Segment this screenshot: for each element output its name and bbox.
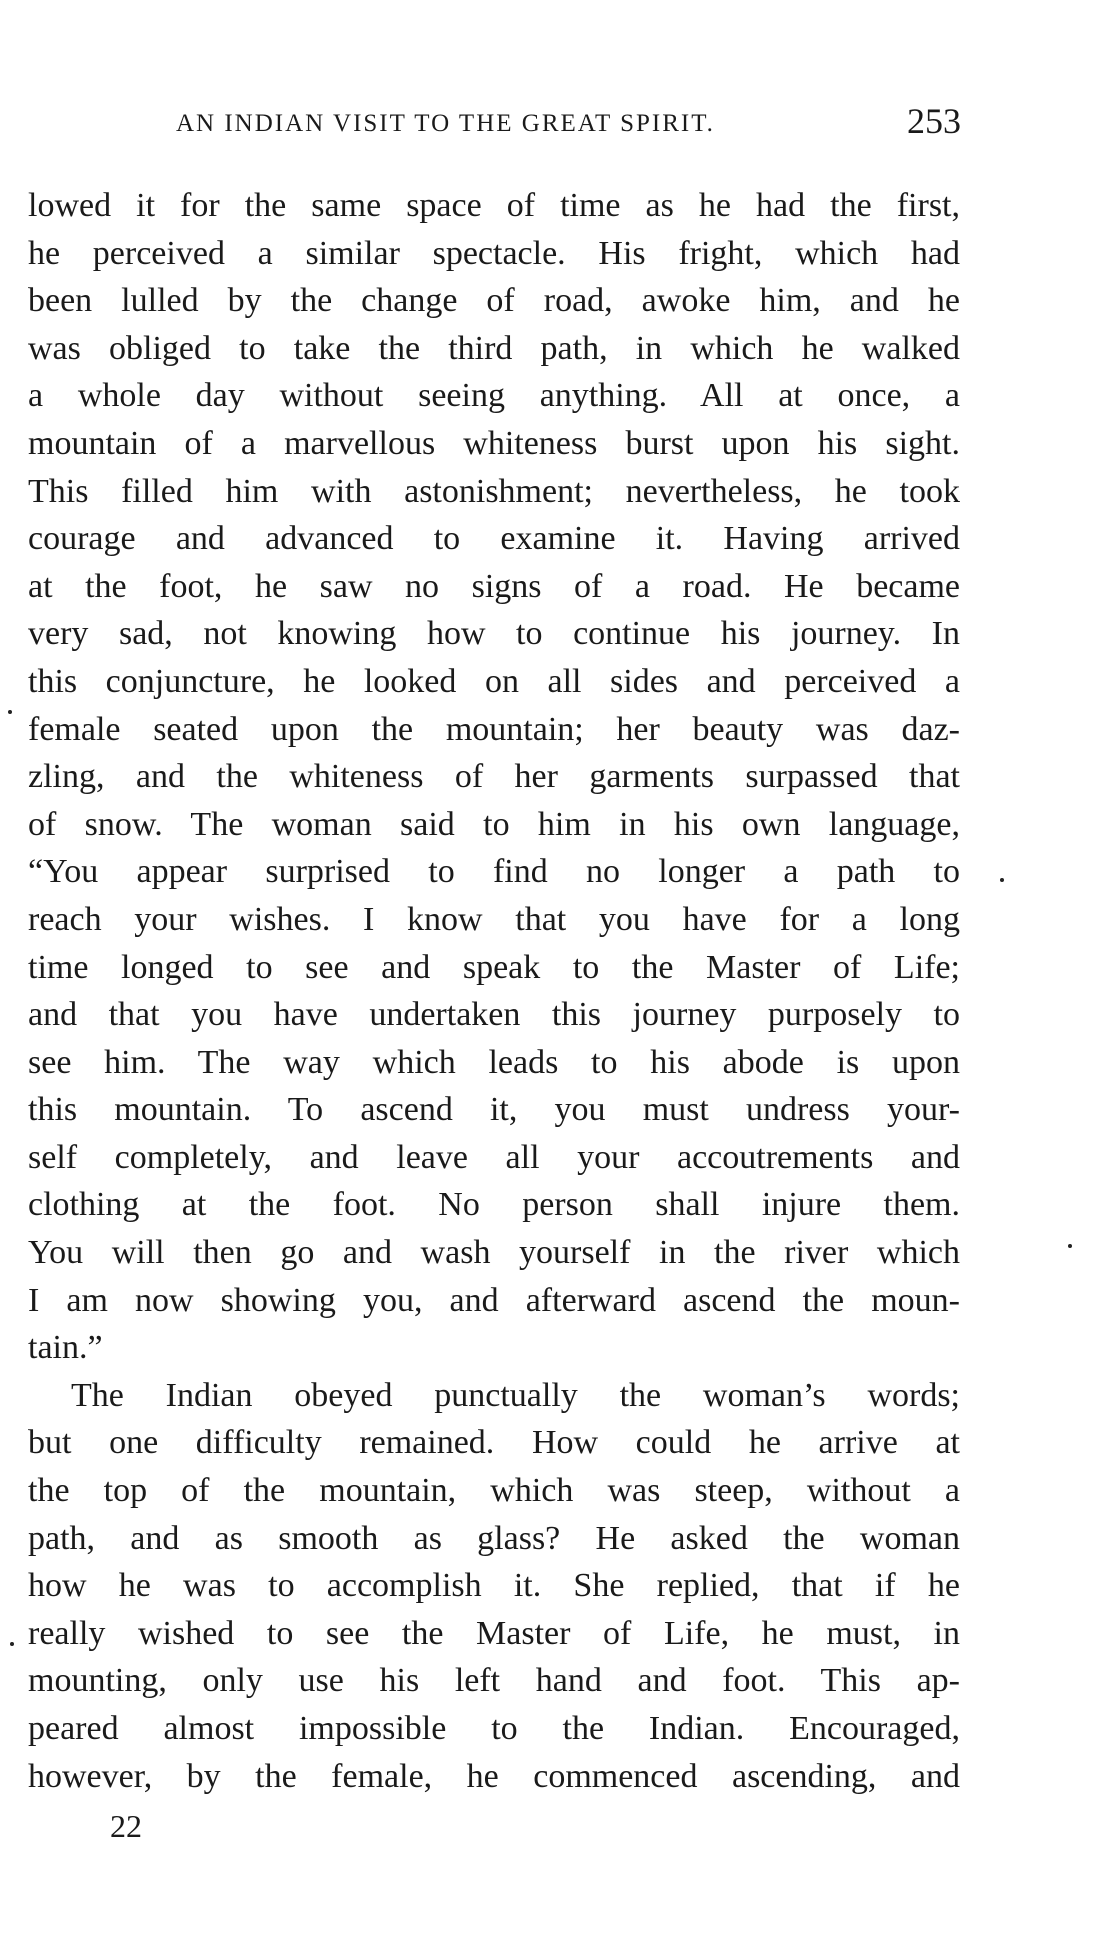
scan-speck: [8, 710, 12, 714]
text-line: “You appear surprised to find no longer a path to: [28, 853, 960, 891]
text-line: but one difficulty remained. How could he arrive at: [28, 1424, 960, 1462]
text-line: was obliged to take the third path, in which he walked: [28, 329, 960, 367]
scan-speck: [1000, 878, 1004, 882]
text-line: been lulled by the change of road, awoke him, and he: [28, 282, 960, 320]
text-line: this conjuncture, he looked on all sides and perceived a: [28, 662, 960, 700]
text-line: This filled him with astonishment; nevertheless, he took: [28, 472, 960, 510]
text-line: courage and advanced to examine it. Having arrived: [28, 520, 960, 558]
text-line: and that you have undertaken this journey purposely to: [28, 996, 960, 1034]
scan-speck: [1068, 1244, 1072, 1248]
scan-speck: [10, 1642, 14, 1646]
text-line: this mountain. To ascend it, you must undress your-: [28, 1091, 960, 1129]
text-line: however, by the female, he commenced ascending, and: [28, 1757, 960, 1795]
text-line: he perceived a similar spectacle. His fright, which had: [28, 234, 960, 272]
running-title: AN INDIAN VISIT TO THE GREAT SPIRIT.: [176, 110, 715, 137]
text-line: zling, and the whiteness of her garments surpassed that: [28, 758, 960, 796]
text-line: see him. The way which leads to his abode is upon: [28, 1043, 960, 1081]
text-line: very sad, not knowing how to continue his journey. In: [28, 615, 960, 653]
running-header: [176, 100, 961, 142]
text-line: the top of the mountain, which was steep, without a: [28, 1472, 960, 1510]
text-line: at the foot, he saw no signs of a road. He became: [28, 567, 960, 605]
text-line: peared almost impossible to the Indian. Encouraged,: [28, 1710, 960, 1747]
text-line: mountain of a marvellous whiteness burst upon his sight.: [28, 424, 960, 462]
text-line: of snow. The woman said to him in his own language,: [28, 805, 960, 843]
page-number: 253: [907, 101, 961, 141]
text-line: mounting, only use his left hand and foot. This ap-: [28, 1662, 960, 1700]
text-line: female seated upon the mountain; her beauty was daz-: [28, 710, 960, 748]
text-line: tain.”: [28, 1329, 103, 1367]
text-line: You will then go and wash yourself in the river which: [28, 1234, 960, 1272]
text-line: how he was to accomplish it. She replied, that if he: [28, 1567, 960, 1605]
signature-mark: 22: [110, 1808, 142, 1844]
text-line: I am now showing you, and afterward ascend the moun-: [28, 1281, 960, 1319]
text-line: self completely, and leave all your accoutrements and: [28, 1138, 960, 1176]
paragraph-first-line: The Indian obeyed punctually the woman’s words;: [71, 1376, 960, 1414]
text-line: clothing at the foot. No person shall injure them.: [28, 1186, 960, 1224]
text-line: really wished to see the Master of Life, he must, in: [28, 1614, 960, 1652]
text-line: path, and as smooth as glass? He asked the woman: [28, 1519, 960, 1557]
text-line: a whole day without seeing anything. All at once, a: [28, 377, 960, 415]
body-text: [28, 182, 960, 1800]
text-line: time longed to see and speak to the Master of Life;: [28, 948, 960, 986]
text-line: lowed it for the same space of time as he had the first,: [28, 187, 960, 224]
text-line: reach your wishes. I know that you have for a long: [28, 900, 960, 938]
